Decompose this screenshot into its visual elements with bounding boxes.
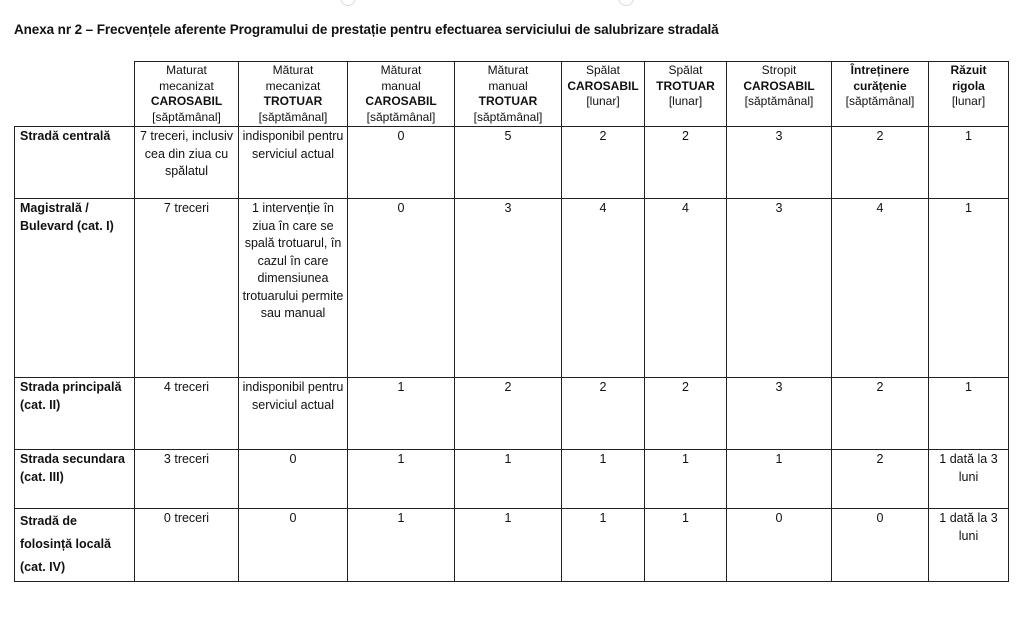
col-header-unit: [săptămânal] (152, 109, 221, 124)
col-header-line: Spălat (668, 63, 703, 77)
col-header-maturat-manual-carosabil (348, 62, 455, 127)
row-label: Strada principală (cat. II) (15, 378, 135, 450)
row-label: Strada secundara (cat. III) (15, 450, 135, 509)
row-label: Magistrală / Bulevard (cat. I) (15, 199, 135, 378)
col-header-line: Spălat (585, 63, 621, 77)
col-header-line: curățenie (853, 78, 907, 93)
scan-artifact-circle (618, 0, 634, 6)
col-header-line: Măturat (272, 63, 314, 77)
col-header-maturat-manual-trotuar (455, 62, 562, 127)
col-header-target: CAROSABIL (150, 94, 223, 108)
col-header-spalat-trotuar (645, 62, 727, 127)
table-cell: 2 (645, 378, 727, 450)
col-header-line: Măturat (380, 63, 422, 77)
table-cell: 4 (832, 199, 929, 378)
col-header-line: mecanizat (265, 78, 321, 93)
col-header-razuit-rigola (929, 62, 1009, 127)
table-cell: 3 (455, 199, 562, 378)
col-header-line: manual (488, 78, 528, 93)
table-cell: 1 (348, 509, 455, 582)
table-cell: 1 dată la 3 luni (929, 450, 1009, 509)
table-cell: 4 treceri (135, 378, 239, 450)
header-corner-cell (15, 62, 135, 127)
table-cell: 2 (832, 378, 929, 450)
col-header-unit: [lunar] (586, 94, 620, 108)
scan-artifact-circle (340, 0, 356, 6)
col-header-unit: [săptămânal] (744, 94, 814, 108)
col-header-maturat-mecanizat-trotuar (239, 62, 348, 127)
table-cell: 4 (645, 199, 727, 378)
table-cell: 0 (348, 127, 455, 199)
table-cell: 3 (727, 199, 832, 378)
table-cell: 5 (455, 127, 562, 199)
row-label: Stradă centrală (15, 127, 135, 199)
page-title: Anexa nr 2 – Frecvențele aferente Programului de prestație pentru efectuarea serviciului de salubrizare stradală (14, 22, 719, 37)
table-cell: 1 (727, 450, 832, 509)
col-header-unit: [săptămânal] (473, 109, 543, 124)
table-cell: 1 (562, 450, 645, 509)
col-header-line: Maturat (166, 63, 207, 77)
col-header-stropit-carosabil (727, 62, 832, 127)
table-cell: 1 (455, 450, 562, 509)
col-header-line: rigola (952, 78, 985, 93)
col-header-target: CAROSABIL (743, 78, 815, 93)
col-header-target: CAROSABIL (365, 94, 437, 108)
col-header-unit: [săptămânal] (258, 109, 328, 124)
table-row (15, 199, 1009, 378)
table-cell: 1 (645, 509, 727, 582)
table-row (15, 378, 1009, 450)
table-cell: indisponibil pentru serviciul actual (239, 378, 348, 450)
table-cell: 1 (929, 199, 1009, 378)
col-header-unit: [săptămânal] (366, 109, 436, 124)
table-row (15, 509, 1009, 582)
table-cell: 7 treceri (135, 199, 239, 378)
table-cell: 2 (455, 378, 562, 450)
table-cell: 3 (727, 378, 832, 450)
col-header-target: TROTUAR (263, 94, 323, 108)
table-cell: 0 (832, 509, 929, 582)
col-header-target: TROTUAR (478, 94, 538, 108)
table-cell: 2 (832, 450, 929, 509)
table-cell: 0 treceri (135, 509, 239, 582)
col-header-target: CAROSABIL (567, 78, 639, 93)
table-cell: indisponibil pentru serviciul actual (239, 127, 348, 199)
table-cell: 0 (727, 509, 832, 582)
table-cell: 1 (455, 509, 562, 582)
col-header-intretinere-curatenie (832, 62, 929, 127)
table-cell: 1 (645, 450, 727, 509)
col-header-line: Măturat (487, 63, 529, 77)
row-label: Stradă de folosință locală (cat. IV) (15, 509, 135, 582)
table-cell: 2 (562, 378, 645, 450)
table-cell: 1 (348, 450, 455, 509)
col-header-line: Stropit (761, 63, 797, 77)
col-header-maturat-mecanizat-carosabil (135, 62, 239, 127)
frequency-table (14, 61, 1009, 582)
table-cell: 1 (562, 509, 645, 582)
table-cell: 3 treceri (135, 450, 239, 509)
col-header-line: manual (381, 78, 421, 93)
table-cell: 4 (562, 199, 645, 378)
col-header-unit: [lunar] (668, 94, 703, 108)
table-cell: 0 (239, 509, 348, 582)
table-cell: 1 (929, 378, 1009, 450)
table-cell: 0 (348, 199, 455, 378)
col-header-line: mecanizat (159, 78, 214, 93)
table-cell: 1 (929, 127, 1009, 199)
col-header-spalat-carosabil (562, 62, 645, 127)
table-cell: 1 dată la 3 luni (929, 509, 1009, 582)
table-cell: 1 (348, 378, 455, 450)
table-cell: 3 (727, 127, 832, 199)
col-header-unit: [săptămânal] (845, 94, 915, 108)
col-header-line: Întreținere (850, 63, 910, 77)
table-cell: 2 (645, 127, 727, 199)
col-header-line: Răzuit (950, 63, 987, 77)
table-row (15, 127, 1009, 199)
table-header-row (15, 62, 1009, 127)
col-header-unit: [lunar] (951, 94, 986, 108)
table-cell: 2 (562, 127, 645, 199)
table-cell: 2 (832, 127, 929, 199)
table-row (15, 450, 1009, 509)
table-cell: 7 treceri, inclusiv cea din ziua cu spălatul (135, 127, 239, 199)
table-cell: 0 (239, 450, 348, 509)
col-header-target: TROTUAR (656, 78, 715, 93)
table-cell: 1 intervenție în ziua în care se spală trotuarul, în cazul în care dimensiunea trotuarului permite sau manual (239, 199, 348, 378)
